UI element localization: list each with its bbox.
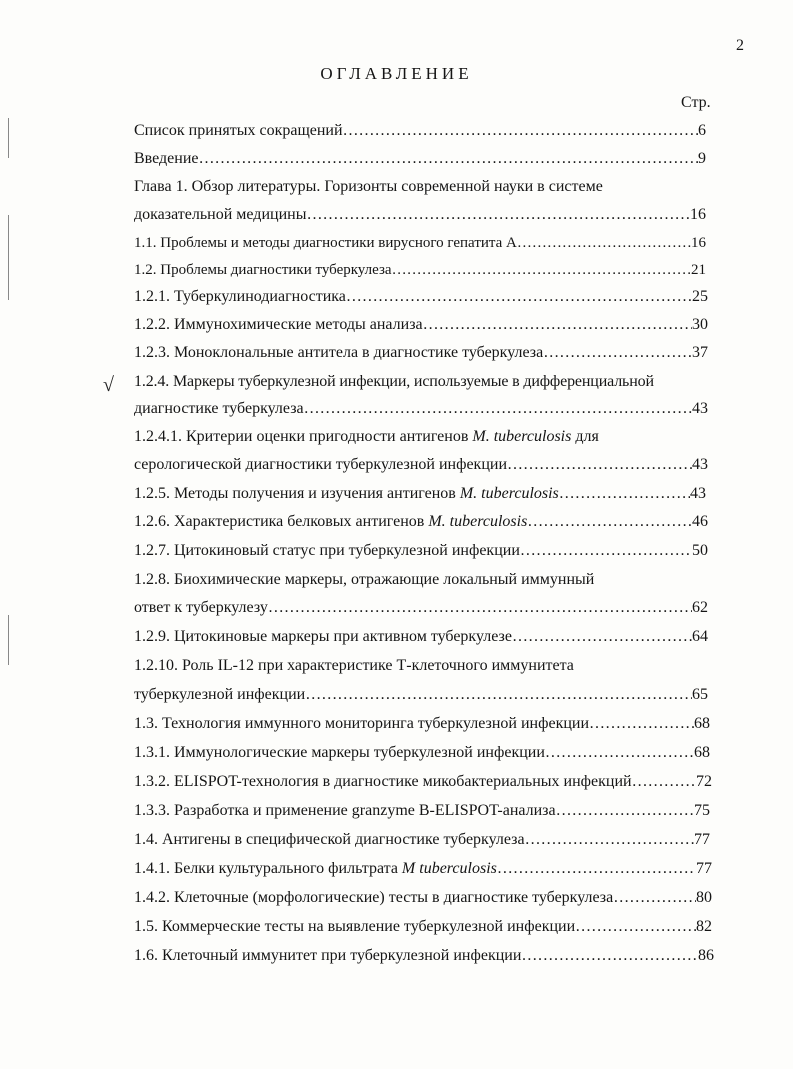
toc-entry-title: 1.2.2. Иммунохимические методы анализа — [134, 316, 423, 333]
toc-entry-line1: Глава 1. Обзор литературы. Горизонты современной науки в системе — [134, 178, 603, 195]
toc-entry[interactable] — [134, 858, 712, 880]
toc-entry-title: Введение — [134, 150, 199, 167]
dot-leader — [268, 597, 692, 619]
toc-entry-page: 68 — [694, 744, 710, 761]
dot-leader — [527, 511, 692, 533]
organism-name: M. tuberculosis — [472, 428, 572, 445]
toc-entry[interactable] — [134, 829, 710, 851]
dot-leader — [512, 626, 692, 648]
dot-leader — [392, 259, 691, 281]
dot-leader — [346, 286, 692, 308]
toc-entry-title: 1.4.1. Белки культурального фильтрата M tuberculosis — [134, 860, 497, 877]
toc-entry-page: 86 — [698, 947, 714, 964]
dot-leader — [556, 800, 694, 822]
toc-entry[interactable] — [134, 286, 708, 308]
toc-entry[interactable] — [134, 148, 706, 170]
toc-entry[interactable] — [134, 887, 712, 909]
toc-entry-title: Список принятых сокращений — [134, 122, 343, 139]
dot-leader — [497, 858, 696, 880]
toc-entry-title: 1.2.3. Моноклональные антитела в диагностике туберкулеза — [134, 344, 544, 361]
toc-entry-page: 65 — [692, 686, 708, 703]
toc-entry-line1: 1.2.10. Роль IL-12 при характеристике Т-клеточного иммунитета — [134, 657, 574, 674]
toc-entry-page: 62 — [692, 599, 708, 616]
toc-entry-page: 46 — [692, 513, 708, 530]
toc-entry-title: 1.3.2. ELISPOT-технология в диагностике микобактериальных инфекций — [134, 773, 632, 790]
dot-leader — [613, 887, 696, 909]
toc-entry-title: 1.5. Коммерческие тесты на выявление туберкулезной инфекции — [134, 918, 576, 935]
toc-entry-page: 43 — [692, 456, 708, 473]
toc-entry-page: 75 — [694, 802, 710, 819]
toc-entry-line1: 1.2.8. Биохимические маркеры, отражающие локальный иммунный — [134, 571, 595, 588]
toc-entry[interactable] — [134, 626, 708, 648]
toc-entry-page: 64 — [692, 628, 708, 645]
toc-entry-page: 6 — [698, 122, 706, 139]
dot-leader — [589, 713, 694, 735]
toc-entry-title: 1.6. Клеточный иммунитет при туберкулезной инфекции — [134, 947, 522, 964]
toc-entry-title: 1.3.3. Разработка и применение granzyme B-ELISPOT-анализа — [134, 802, 556, 819]
dot-leader — [632, 771, 696, 793]
toc-entry-title: серологической диагностики туберкулезной инфекции — [134, 456, 508, 473]
dot-leader — [304, 398, 692, 420]
toc-entry-title: доказательной медицины — [134, 206, 307, 223]
toc-entry-page: 72 — [696, 773, 712, 790]
toc-entry-page: 16 — [690, 206, 706, 223]
toc-entry-page: 82 — [696, 918, 712, 935]
toc-entry[interactable] — [134, 342, 708, 364]
toc-entry-text: для — [571, 428, 599, 445]
toc-entry-title: 1.3. Технология иммунного мониторинга туберкулезной инфекции — [134, 715, 590, 732]
toc-entry-page: 25 — [692, 288, 708, 305]
toc-entry-title: 1.2.6. Характеристика белковых антигенов M. tuberculosis — [134, 513, 528, 530]
toc-entry-text: 1.2.4.1. Критерии оценки пригодности антигенов — [134, 428, 473, 445]
toc-entry-page: 9 — [698, 150, 706, 167]
margin-check-mark: √ — [103, 374, 114, 396]
toc-entry[interactable] — [134, 454, 708, 476]
toc-entry[interactable] — [134, 511, 708, 533]
page-number: 2 — [736, 37, 744, 54]
toc-entry-page: 30 — [692, 316, 708, 333]
toc-entry[interactable] — [134, 945, 714, 967]
toc-entry[interactable] — [134, 916, 712, 938]
dot-leader — [306, 204, 690, 226]
scan-margin-mark — [8, 215, 9, 300]
toc-entry-page: 68 — [694, 715, 710, 732]
toc-entry-page: 43 — [692, 400, 708, 417]
toc-entry[interactable] — [134, 540, 708, 562]
dot-leader — [521, 945, 698, 967]
toc-entry-title: 1.2.1. Туберкулинодиагностика — [134, 288, 346, 305]
toc-entry[interactable] — [134, 597, 708, 619]
dot-leader — [520, 540, 692, 562]
toc-entry-line1 — [134, 426, 714, 448]
dot-leader — [525, 829, 694, 851]
toc-entry[interactable] — [134, 800, 710, 822]
toc-entry-line1: 1.2.4. Маркеры туберкулезной инфекции, используемые в дифференциальной — [134, 373, 654, 390]
scan-margin-mark — [8, 118, 9, 158]
toc-entry-page: 77 — [694, 831, 710, 848]
toc-entry-title: ответ к туберкулезу — [134, 599, 268, 616]
dot-leader — [545, 742, 694, 764]
toc-entry[interactable] — [134, 742, 710, 764]
toc-entry[interactable] — [134, 483, 706, 505]
toc-entry-title: 1.2.9. Цитокиновые маркеры при активном туберкулезе — [134, 628, 512, 645]
toc-entry[interactable] — [134, 314, 708, 336]
toc-entry-page: 77 — [696, 860, 712, 877]
dot-leader — [543, 342, 692, 364]
dot-leader — [343, 120, 698, 142]
toc-entry-title: 1.4. Антигены в специфической диагностике туберкулеза — [134, 831, 525, 848]
dot-leader — [423, 314, 692, 336]
page-column-label: Стр. — [681, 94, 711, 111]
toc-entry-page: 50 — [692, 542, 708, 559]
toc-entry-page: 37 — [692, 344, 708, 361]
toc-entry-title: 1.3.1. Иммунологические маркеры туберкулезной инфекции — [134, 744, 545, 761]
toc-entry-title: 1.4.2. Клеточные (морфологические) тесты в диагностике туберкулеза — [134, 889, 614, 906]
dot-leader — [575, 916, 696, 938]
toc-entry[interactable] — [134, 771, 712, 793]
dot-leader — [199, 148, 699, 170]
toc-entry-title: диагностике туберкулеза — [134, 400, 304, 417]
toc-entry[interactable] — [134, 684, 708, 706]
toc-entry[interactable] — [134, 232, 706, 254]
toc-entry-title: туберкулезной инфекции — [134, 686, 306, 703]
toc-entry-title: 1.2. Проблемы диагностики туберкулеза — [134, 262, 392, 278]
scan-margin-mark — [8, 615, 9, 665]
toc-entry-page: 43 — [690, 485, 706, 502]
toc-entry-title: 1.1. Проблемы и методы диагностики вирусного гепатита А — [134, 235, 517, 251]
toc-entry[interactable] — [134, 259, 706, 281]
toc-entry[interactable] — [134, 120, 706, 142]
toc-entry[interactable] — [134, 398, 708, 420]
toc-entry-page: 16 — [691, 235, 706, 251]
toc-entry-page: 80 — [696, 889, 712, 906]
toc-entry[interactable] — [134, 713, 710, 735]
toc-entry-title: 1.2.5. Методы получения и изучения антигенов M. tuberculosis — [134, 485, 559, 502]
page-title: ОГЛАВЛЕНИЕ — [320, 64, 473, 83]
toc-entry-page: 21 — [691, 262, 706, 278]
dot-leader — [305, 684, 692, 706]
toc-entry-title: 1.2.7. Цитокиновый статус при туберкулезной инфекции — [134, 542, 520, 559]
dot-leader — [507, 454, 692, 476]
dot-leader — [517, 232, 691, 254]
toc-entry[interactable] — [134, 204, 706, 226]
dot-leader — [559, 483, 690, 505]
